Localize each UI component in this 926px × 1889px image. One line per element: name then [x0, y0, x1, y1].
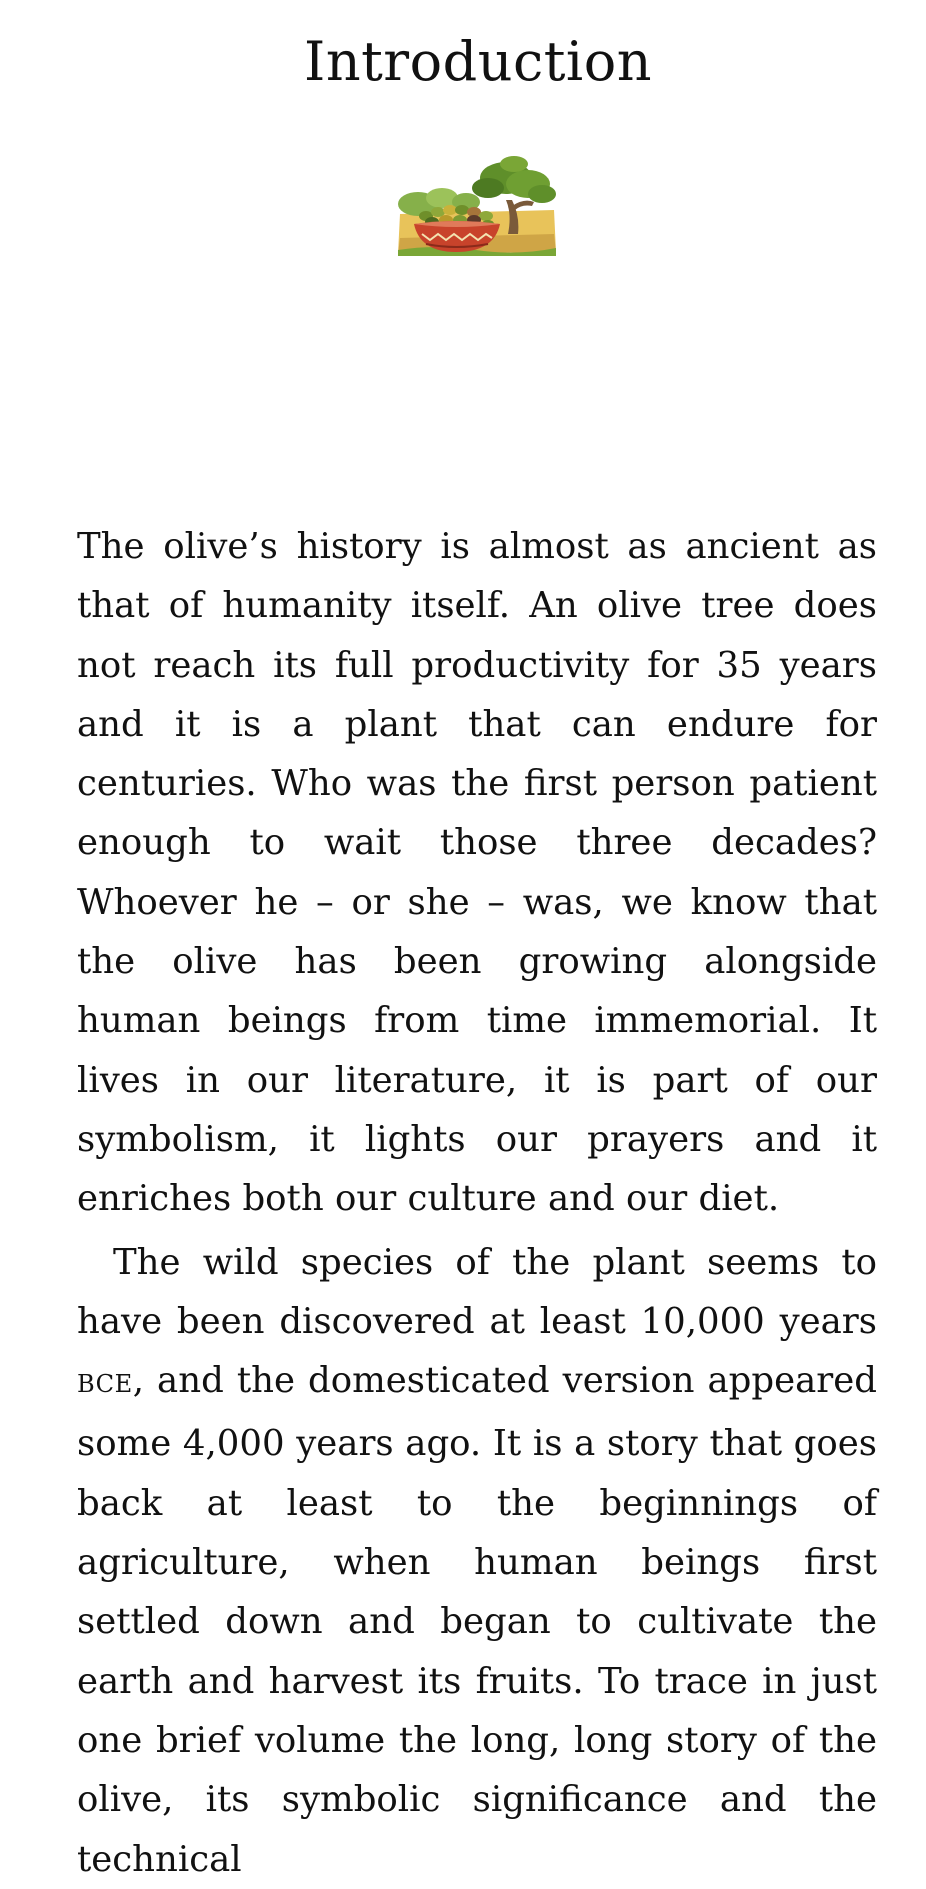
olive-bowl-and-tree-illustration — [396, 154, 558, 264]
paragraph-2-text-before: The wild species of the plant seems to have been discovered at least 10,000 years — [77, 1241, 877, 1342]
paragraph-1: The olive’s history is almost as ancient as that of humanity itself. An olive tree does not reach its full productivity for 35 years and it is a plant that can endure for centuries. Who was the first person patient enough to wait those three decades? Whoever he – or she – was, we know that the olive has been growing alongside human beings from time immemorial. It lives in our literature, it is part of our symbolism, it lights our prayers and it enriches both our culture and our diet. — [77, 526, 877, 1220]
chapter-title: Introduction — [304, 30, 652, 93]
era-abbreviation: BCE — [77, 1370, 133, 1399]
body-text — [77, 517, 877, 1889]
paragraph-2 — [77, 1233, 877, 1889]
paragraph-2-text-after: , and the domesticated version appeared some 4,000 years ago. It is a story that goes back at least to the beginnings of agriculture, when human beings first settled down and began to cultivate the earth and harvest its fruits. To trace in just one brief volume the long, long story of the olive, its symbolic significance and the technical — [77, 1360, 877, 1880]
